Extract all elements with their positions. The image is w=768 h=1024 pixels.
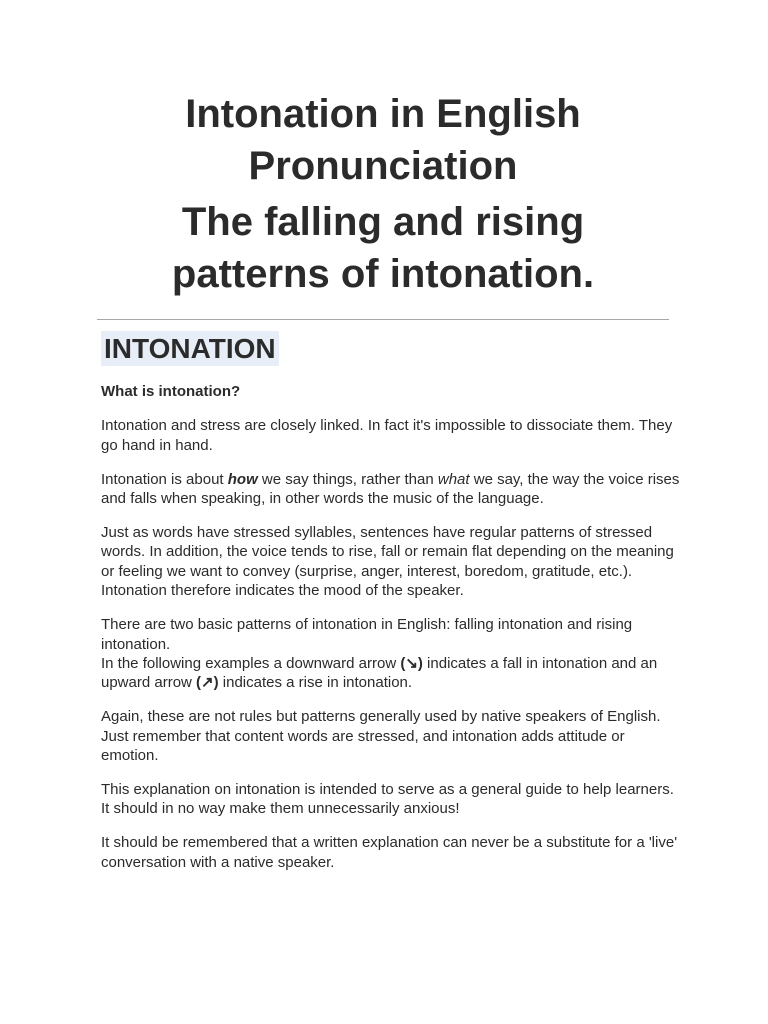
paragraph-6-line-1: This explanation on intonation is intended to serve as a general guide to help learners. [101, 781, 674, 798]
paragraph-2-text-c: we say, the way the voice rises and falls when speaking, in other words the music of the language. [101, 470, 680, 508]
paragraph-4-text-b: indicates a fall in intonation and an upward arrow [101, 654, 658, 692]
down-arrow-icon: (↘) [400, 654, 423, 672]
paragraph-7: It should be remembered that a written explanation can never be a substitute for a 'live' conversation with a native speaker. [101, 834, 678, 871]
paragraph-2-text-b: we say things, rather than [257, 470, 438, 488]
document-subtitle [97, 196, 669, 300]
section-question: What is intonation? [101, 383, 241, 400]
paragraph-1: Intonation and stress are closely linked. In fact it's impossible to dissociate them. They go hand in hand. [101, 417, 673, 454]
paragraph-2 [101, 470, 681, 509]
horizontal-divider [97, 319, 669, 320]
emphasis-how: how [227, 470, 258, 488]
emphasis-what: what [437, 470, 470, 488]
article-body [101, 382, 681, 887]
paragraph-4 [101, 615, 681, 693]
title-line-1: Intonation in English [185, 92, 581, 136]
paragraph-4-line-1: There are two basic patterns of intonation in English: falling intonation and rising intonation. [101, 616, 633, 653]
paragraph-6-line-2: It should in no way make them unnecessarily anxious! [101, 800, 460, 818]
paragraph-2-text-a: Intonation is about [101, 470, 228, 488]
title-line-2: Pronunciation [248, 144, 518, 188]
paragraph-5-line-1: Again, these are not rules but patterns generally used by native speakers of English. [101, 708, 661, 726]
paragraph-6 [101, 780, 681, 819]
document-title [97, 88, 669, 300]
paragraph-4-text-a: In the following examples a downward arrow [101, 654, 401, 672]
section-heading: INTONATION [101, 331, 279, 366]
paragraph-3: Just as words have stressed syllables, sentences have regular patterns of stressed words. In addition, the voice tends to rise, fall or remain flat depending on the meaning or feeling we want to convey (surprise, anger, interest, boredom, gratitude, etc.). Intonation therefore indicates the mood of the speaker. [101, 524, 674, 600]
paragraph-5-line-2: Just remember that content words are stressed, and intonation adds attitude or emotion. [101, 727, 625, 765]
subtitle-line-2: patterns of intonation. [171, 252, 595, 296]
paragraph-4-text-c: indicates a rise in intonation. [218, 674, 413, 692]
up-arrow-icon: (↗) [196, 674, 219, 692]
paragraph-5 [101, 707, 681, 765]
subtitle-line-1: The falling and rising [181, 200, 585, 244]
